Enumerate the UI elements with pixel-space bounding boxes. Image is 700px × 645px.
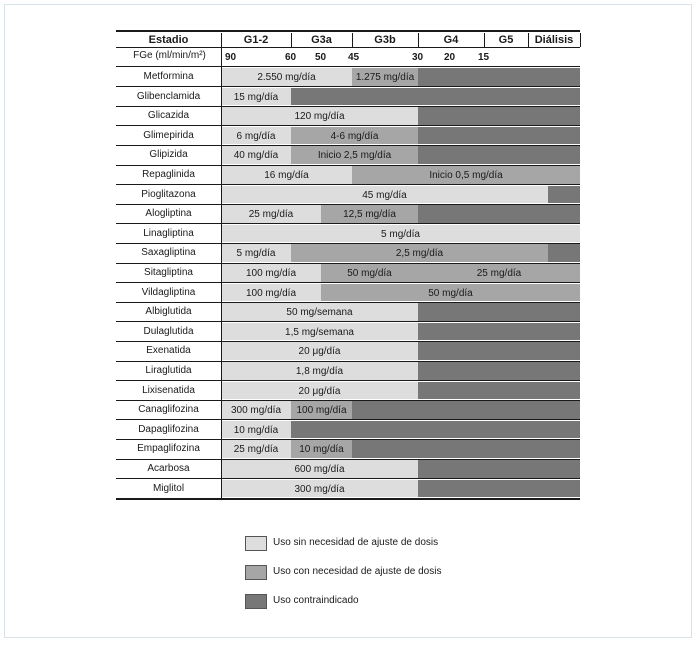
stage-separator: [418, 33, 419, 47]
dose-segment: 100 mg/día: [221, 264, 321, 282]
row-rule: [116, 125, 580, 126]
stage-separator: [352, 33, 353, 47]
dose-segment: 1,5 mg/semana: [221, 323, 418, 341]
dose-segment: 6 mg/día: [221, 127, 291, 145]
legend-swatch-sin-ajuste: [245, 536, 267, 551]
fge-tick-label: 60: [285, 52, 297, 63]
dose-segment: 300 mg/día: [221, 480, 418, 498]
dose-segment: 50 mg/día: [321, 264, 418, 282]
stage-separator: [291, 33, 292, 47]
stage-separator: [528, 33, 529, 47]
drug-name: Repaglinida: [142, 169, 195, 180]
drug-name: Lixisenatida: [142, 384, 195, 396]
dose-segment: 10 mg/día: [221, 421, 291, 439]
dose-segment: 50 mg/día: [321, 284, 580, 302]
drug-name: Miglitol: [152, 482, 185, 494]
row-rule: [116, 419, 580, 420]
row-rule: [116, 380, 580, 381]
dose-segment: 2.550 mg/día: [221, 68, 352, 86]
dose-segment: 25 mg/día: [221, 205, 321, 223]
row-rule: [116, 439, 580, 440]
dose-segment: 12,5 mg/día: [321, 205, 418, 223]
drug-name: Sitagliptina: [144, 267, 193, 278]
drug-name: Pioglitazona: [141, 188, 196, 200]
dose-segment: [352, 401, 580, 419]
drug-name: Glimepirida: [143, 129, 194, 141]
table-top-rule: [116, 30, 580, 32]
dose-segment: 1,8 mg/día: [221, 362, 418, 380]
row-rule: [116, 165, 580, 166]
dose-segment: [418, 205, 580, 223]
dose-segment: [418, 107, 580, 125]
dose-segment: 300 mg/día: [221, 401, 291, 419]
row-rule: [116, 341, 580, 342]
dose-segment: 25 mg/día: [418, 264, 580, 282]
row-rule: [116, 282, 580, 283]
drug-name: Dapaglifozina: [138, 423, 199, 435]
row-rule: [116, 184, 580, 185]
dose-segment: 45 mg/día: [221, 186, 548, 204]
drug-name: Dulaglutida: [143, 325, 194, 337]
dose-segment: [418, 460, 580, 478]
row-rule: [116, 204, 580, 205]
dose-segment: [418, 146, 580, 164]
fge-tick-label: 50: [315, 52, 327, 63]
row-rule: [116, 321, 580, 322]
row-rule: [116, 400, 580, 401]
row-rule: [116, 86, 580, 87]
drug-name: Glibenclamida: [136, 90, 201, 102]
dose-segment: 4-6 mg/día: [291, 127, 418, 145]
dose-segment: 2,5 mg/día: [291, 244, 548, 262]
row-rule: [116, 243, 580, 244]
drug-name: Liraglutida: [145, 365, 192, 376]
dose-segment: 16 mg/día: [221, 166, 352, 184]
drug-name: Vildagliptina: [141, 286, 196, 298]
stage-label: G5: [498, 34, 514, 46]
drug-name: Canaglifozina: [138, 404, 199, 416]
drug-name: Glipizida: [149, 149, 188, 161]
drug-name: Linagliptina: [143, 227, 194, 239]
row-rule: [116, 145, 580, 146]
drug-name: Empaglifozina: [137, 443, 200, 455]
row-rule: [116, 263, 580, 264]
fge-axis-label: FGe (ml/min/m²): [133, 50, 206, 61]
row-rule: [116, 459, 580, 460]
fge-tick-label: 15: [478, 52, 490, 63]
stage-label: G3a: [311, 34, 332, 46]
stage-label: G4: [443, 34, 459, 46]
dose-segment: [418, 303, 580, 321]
dose-segment: 25 mg/día: [221, 440, 291, 458]
fge-tick-label: 90: [225, 52, 237, 63]
dose-segment: [548, 244, 580, 262]
fge-rule: [116, 66, 580, 67]
dose-segment: [418, 323, 580, 341]
legend-swatch-con-ajuste: [245, 565, 267, 580]
dose-segment: 600 mg/día: [221, 460, 418, 478]
fge-tick-label: 20: [444, 52, 456, 63]
dose-segment: [291, 88, 580, 106]
dose-segment: [548, 186, 580, 204]
dose-segment: [418, 362, 580, 380]
header-rule: [116, 47, 580, 48]
row-rule: [116, 106, 580, 107]
dose-segment: [418, 127, 580, 145]
dose-segment: [418, 480, 580, 498]
drug-name: Glicazida: [147, 110, 190, 122]
dose-segment: 10 mg/día: [291, 440, 352, 458]
dose-segment: 100 mg/día: [291, 401, 352, 419]
drug-name: Saxagliptina: [141, 247, 196, 259]
dose-segment: [418, 68, 580, 86]
row-rule: [116, 223, 580, 224]
dose-segment: [418, 342, 580, 360]
legend-swatch-contraindicado: [245, 594, 267, 609]
dose-segment: 100 mg/día: [221, 284, 321, 302]
dose-segment: 5 mg/día: [221, 244, 291, 262]
fge-tick-label: 30: [412, 52, 424, 63]
legend-label-contraindicado: Uso contraindicado: [273, 595, 359, 606]
dose-segment: 50 mg/semana: [221, 303, 418, 321]
dose-segment: [291, 421, 580, 439]
stage-label: G1-2: [243, 34, 269, 46]
drug-name: Exenatida: [146, 345, 191, 357]
dose-segment: 15 mg/día: [221, 88, 291, 106]
stage-separator: [484, 33, 485, 47]
dose-segment: Inicio 0,5 mg/día: [352, 166, 580, 184]
row-rule: [116, 302, 580, 303]
legend-label-con-ajuste: Uso con necesidad de ajuste de dosis: [273, 566, 442, 577]
drug-name: Albiglutida: [145, 306, 192, 318]
table-bottom-rule: [116, 498, 580, 500]
legend-label-sin-ajuste: Uso sin necesidad de ajuste de dosis: [273, 537, 439, 548]
row-rule: [116, 478, 580, 479]
estadio-label: Estadio: [148, 34, 189, 46]
drug-name: Alogliptina: [145, 208, 192, 220]
dose-segment: 1.275 mg/día: [352, 68, 418, 86]
dose-segment: Inicio 2,5 mg/día: [291, 146, 418, 164]
drug-name: Metformina: [143, 71, 194, 82]
stage-label: Diálisis: [534, 34, 574, 46]
dose-segment: 20 μg/día: [221, 382, 418, 400]
dose-segment: 5 mg/día: [221, 225, 580, 243]
stage-label: G3b: [374, 34, 396, 46]
dose-segment: 120 mg/día: [221, 107, 418, 125]
dose-segment: 20 μg/día: [221, 342, 418, 360]
dose-segment: [352, 440, 580, 458]
drug-name: Acarbosa: [147, 463, 190, 474]
stage-separator: [580, 33, 581, 47]
fge-tick-label: 45: [348, 52, 360, 63]
dose-segment: 40 mg/día: [221, 146, 291, 164]
row-rule: [116, 361, 580, 362]
drug-column-rule: [221, 33, 222, 498]
dose-segment: [418, 382, 580, 400]
